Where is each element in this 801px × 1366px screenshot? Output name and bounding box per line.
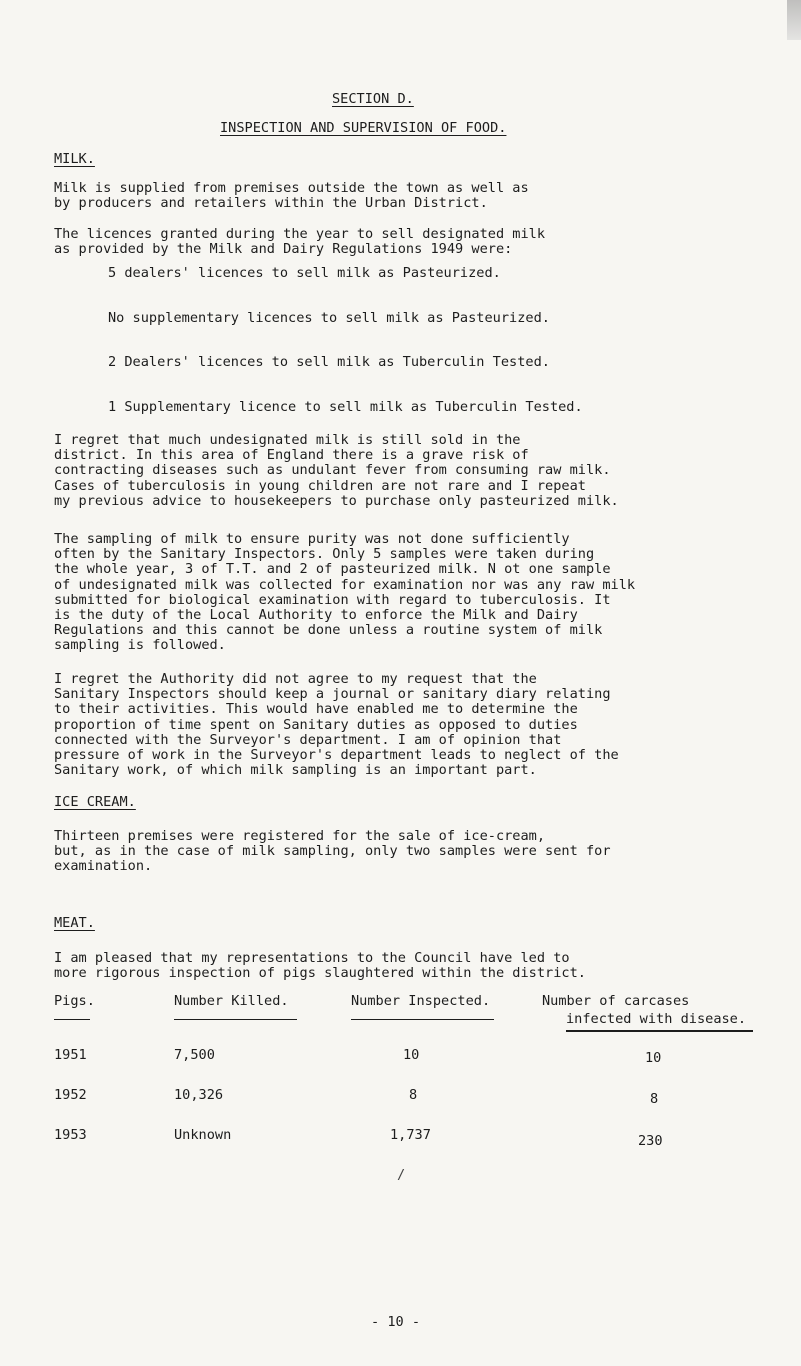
table-header-pigs: Pigs. bbox=[54, 993, 95, 1009]
meat-paragraph bbox=[54, 952, 774, 982]
text-line: pressure of work in the Surveyor's department leads to neglect of the bbox=[54, 746, 619, 763]
stray-pen-mark: / bbox=[397, 1167, 406, 1183]
text-line: connected with the Surveyor's department. I am of opinion that bbox=[54, 731, 562, 748]
ice-cream-paragraph bbox=[54, 830, 774, 876]
table-cell-inspected: 10 bbox=[403, 1047, 420, 1063]
licence-item: 1 Supplementary licence to sell milk as Tuberculin Tested. bbox=[108, 399, 583, 415]
header-rule bbox=[566, 1030, 753, 1032]
text-line: Cases of tuberculosis in young children are not rare and I repeat bbox=[54, 477, 586, 494]
licence-item: 5 dealers' licences to sell milk as Pasteurized. bbox=[108, 265, 501, 281]
text-line: is the duty of the Local Authority to enforce the Milk and Dairy bbox=[54, 606, 578, 623]
table-cell-infected: 230 bbox=[638, 1133, 663, 1149]
milk-paragraph-4 bbox=[54, 533, 774, 655]
text-line: examination. bbox=[54, 858, 153, 875]
text-line: sampling is followed. bbox=[54, 637, 226, 654]
text-line: Thirteen premises were registered for the sale of ice-cream, bbox=[54, 828, 546, 844]
table-cell-inspected: 8 bbox=[409, 1087, 418, 1103]
text-line: proportion of time spent on Sanitary duties as opposed to duties bbox=[54, 716, 578, 733]
header-rule bbox=[351, 1019, 494, 1020]
text-line: Sanitary Inspectors should keep a journal or sanitary diary relating bbox=[54, 686, 611, 703]
text-line: my previous advice to housekeepers to purchase only pasteurized milk. bbox=[54, 492, 619, 509]
table-cell-year: 1951 bbox=[54, 1047, 87, 1063]
text-line: The sampling of milk to ensure purity was not done sufficiently bbox=[54, 531, 570, 547]
text-line: of undesignated milk was collected for examination nor was any raw milk bbox=[54, 576, 636, 593]
milk-paragraph-1 bbox=[54, 182, 774, 212]
table-cell-infected: 8 bbox=[650, 1091, 659, 1107]
milk-paragraph-2 bbox=[54, 228, 774, 258]
text-line: I regret the Authority did not agree to my request that the bbox=[54, 671, 537, 687]
table-header-infected: infected with disease. bbox=[566, 1011, 747, 1027]
section-title: SECTION D. bbox=[332, 91, 414, 107]
text-line: more rigorous inspection of pigs slaughtered within the district. bbox=[54, 965, 586, 982]
milk-heading: MILK. bbox=[54, 151, 95, 167]
table-cell-inspected: 1,737 bbox=[390, 1127, 431, 1143]
text-line: Regulations and this cannot be done unless a routine system of milk bbox=[54, 622, 603, 639]
text-line: often by the Sanitary Inspectors. Only 5 samples were taken during bbox=[54, 546, 595, 563]
text-line: I am pleased that my representations to the Council have led to bbox=[54, 950, 570, 966]
text-line: by producers and retailers within the Urban District. bbox=[54, 195, 488, 212]
header-rule bbox=[54, 1019, 90, 1020]
text-line: The licences granted during the year to sell designated milk bbox=[54, 226, 546, 242]
text-line: Sanitary work, of which milk sampling is an important part. bbox=[54, 762, 537, 779]
ice-cream-heading: ICE CREAM. bbox=[54, 794, 136, 810]
text-line: district. In this area of England there is a grave risk of bbox=[54, 447, 529, 464]
page-number: - 10 - bbox=[371, 1314, 421, 1330]
text-line: but, as in the case of milk sampling, only two samples were sent for bbox=[54, 843, 611, 860]
licence-item: No supplementary licences to sell milk as Pasteurized. bbox=[108, 310, 550, 326]
table-cell-infected: 10 bbox=[645, 1050, 662, 1066]
table-cell-killed: 10,326 bbox=[174, 1087, 224, 1103]
table-cell-year: 1952 bbox=[54, 1087, 87, 1103]
milk-paragraph-3 bbox=[54, 434, 774, 510]
table-header-inspected: Number Inspected. bbox=[351, 993, 491, 1009]
licence-item: 2 Dealers' licences to sell milk as Tuberculin Tested. bbox=[108, 354, 550, 370]
text-line: contracting diseases such as undulant fever from consuming raw milk. bbox=[54, 462, 611, 479]
text-line: the whole year, 3 of T.T. and 2 of pasteurized milk. N ot one sample bbox=[54, 561, 611, 578]
table-header-killed: Number Killed. bbox=[174, 993, 289, 1009]
text-line: I regret that much undesignated milk is still sold in the bbox=[54, 432, 521, 448]
table-header-carcases: Number of carcases bbox=[542, 993, 690, 1009]
table-cell-killed: Unknown bbox=[174, 1127, 232, 1143]
text-line: Milk is supplied from premises outside the town as well as bbox=[54, 180, 529, 196]
meat-heading: MEAT. bbox=[54, 915, 95, 931]
text-line: to their activities. This would have enabled me to determine the bbox=[54, 701, 578, 718]
table-cell-killed: 7,500 bbox=[174, 1047, 215, 1063]
header-rule bbox=[174, 1019, 297, 1020]
scan-edge-mark bbox=[787, 0, 801, 40]
milk-paragraph-5 bbox=[54, 673, 774, 779]
text-line: as provided by the Milk and Dairy Regulations 1949 were: bbox=[54, 241, 513, 258]
table-cell-year: 1953 bbox=[54, 1127, 87, 1143]
text-line: submitted for biological examination with regard to tuberculosis. It bbox=[54, 591, 611, 608]
main-heading: INSPECTION AND SUPERVISION OF FOOD. bbox=[220, 120, 507, 136]
